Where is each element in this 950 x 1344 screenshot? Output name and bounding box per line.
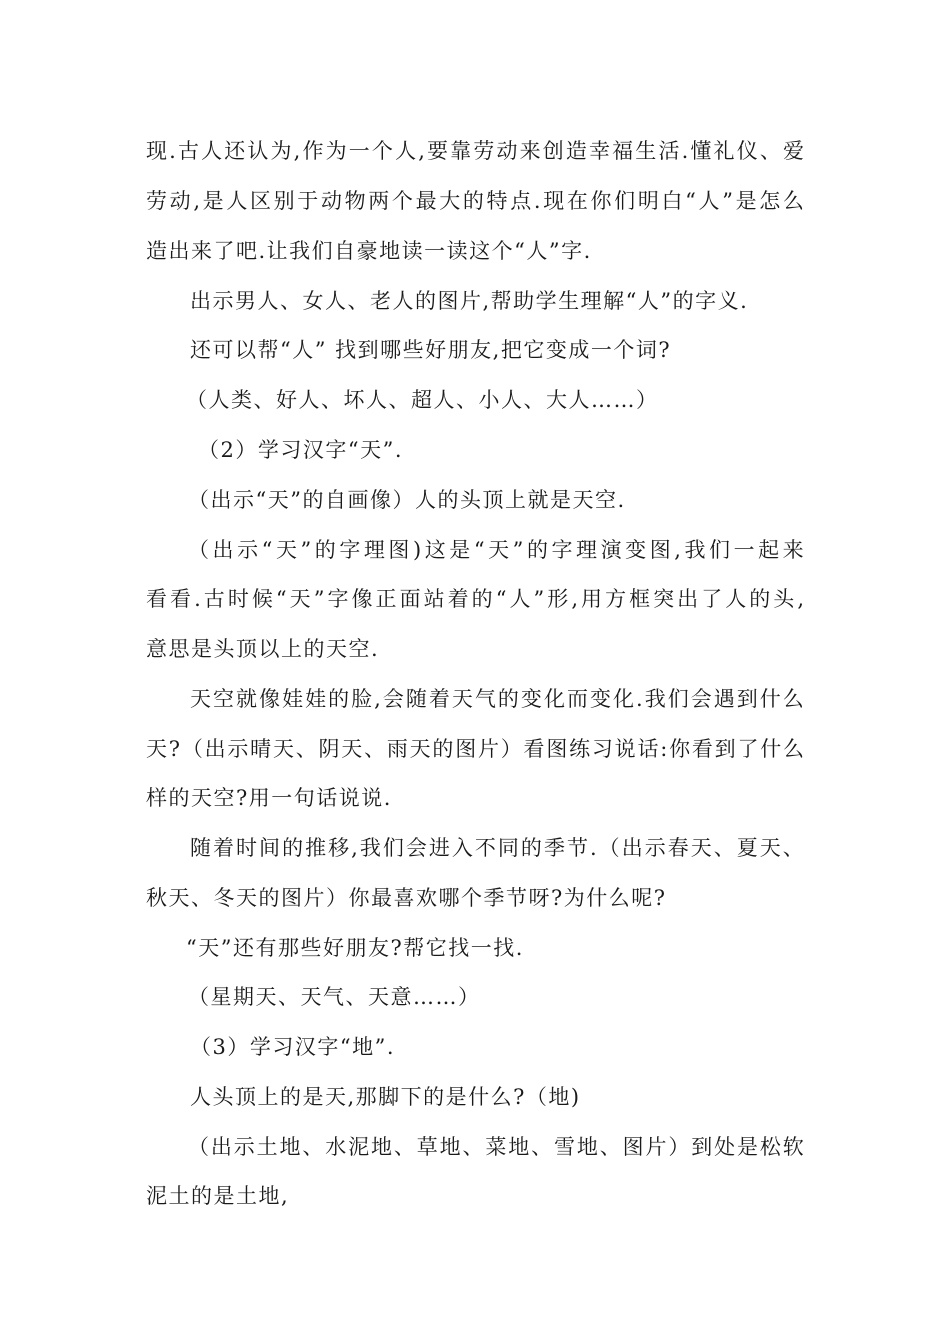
- text-char: 字: [327, 587, 349, 611]
- text-char: “: [495, 587, 507, 611]
- text-char: ,: [293, 139, 301, 163]
- text-char: 来: [519, 139, 541, 163]
- text-char: 头: [773, 587, 795, 611]
- text-char: 天: [146, 737, 167, 761]
- text-char: 最: [415, 189, 437, 213]
- text-char: 理: [363, 538, 385, 562]
- text-line: （星期天、天气、天意……）: [188, 985, 481, 1009]
- text-char: 出: [210, 1135, 232, 1159]
- text-char: 别: [273, 189, 295, 213]
- text-char: 了: [737, 737, 759, 761]
- text-char: 天: [488, 538, 510, 562]
- text-line: 还可以帮“人” 找到哪些好朋友,把它变成一个词?: [190, 338, 672, 362]
- text-char: 的: [328, 687, 350, 711]
- text-char: 特: [486, 189, 508, 213]
- text-char: 的: [520, 836, 542, 860]
- text-char: 古: [177, 139, 199, 163]
- text-char: 软: [782, 1135, 804, 1159]
- text-char: 人: [509, 587, 531, 611]
- text-char: 雨: [386, 737, 408, 761]
- text-char: 起: [758, 538, 780, 562]
- text-char: 们: [667, 687, 689, 711]
- text-char: 随: [190, 836, 211, 860]
- text-char: 的: [282, 836, 304, 860]
- text-line: 意思是头顶以上的天空.: [146, 637, 380, 661]
- text-char: 、: [364, 737, 386, 761]
- text-char: 天: [190, 687, 211, 711]
- text-char: 生: [635, 139, 657, 163]
- text-char: ”: [300, 538, 312, 562]
- text-char: （: [188, 538, 209, 562]
- text-char: 的: [526, 538, 548, 562]
- text-char: 遇: [713, 687, 735, 711]
- text-char: 活: [658, 139, 680, 163]
- text-char: 脸: [351, 687, 373, 711]
- text-char: 间: [259, 836, 281, 860]
- text-char: 、: [713, 836, 735, 860]
- text-char: “: [473, 538, 485, 562]
- text-char: ,: [571, 587, 578, 611]
- text-char: 古: [203, 587, 225, 611]
- text-char: 会: [382, 687, 404, 711]
- text-char: 会: [690, 687, 712, 711]
- text-char: 节: [566, 836, 588, 860]
- text-char: 什: [760, 737, 782, 761]
- text-char: 示: [644, 836, 666, 860]
- text-char: 你: [590, 189, 612, 213]
- text-char: 春: [667, 836, 689, 860]
- text-char: 时: [227, 587, 249, 611]
- text-char: 会: [405, 836, 427, 860]
- text-char: 练: [569, 737, 591, 761]
- section-heading: （2）学习汉字“天”.: [198, 438, 404, 462]
- text-char: 一: [348, 139, 370, 163]
- text-char: 到: [736, 687, 758, 711]
- text-char: 图: [649, 538, 671, 562]
- text-char: 在: [566, 189, 588, 213]
- text-char: 泥: [348, 1135, 370, 1159]
- text-line: 泥土的是土地,: [146, 1184, 290, 1208]
- text-char: 正: [375, 587, 397, 611]
- text-char: 着: [447, 587, 469, 611]
- text-char: 天: [409, 737, 431, 761]
- text-char: 么: [782, 189, 804, 213]
- text-char: 入: [451, 836, 473, 860]
- text-char: 晴: [250, 737, 272, 761]
- text-char: 看: [146, 587, 167, 611]
- text-char: 认: [247, 139, 269, 163]
- text-line: 样的天空?用一句话说说.: [146, 786, 392, 810]
- text-char: 雪: [554, 1135, 575, 1159]
- text-char: 候: [251, 587, 273, 611]
- text-char: .: [194, 587, 201, 611]
- text-char: 人: [725, 587, 747, 611]
- text-char: 同: [497, 836, 519, 860]
- text-char: 用: [581, 587, 603, 611]
- text-line: （出示“天”的自画像）人的头顶上就是天空.: [188, 488, 626, 512]
- text-char: 的: [462, 189, 484, 213]
- text-char: 人: [698, 189, 720, 213]
- text-char: ,: [418, 139, 425, 163]
- text-char: 、: [531, 1135, 553, 1159]
- text-char: 图: [388, 538, 410, 562]
- text-char: 造: [565, 139, 587, 163]
- text-char: 的: [497, 687, 519, 711]
- text-char: 娃: [305, 687, 327, 711]
- text-char: 天: [341, 737, 363, 761]
- text-char: 人: [226, 189, 248, 213]
- text-char: 两: [368, 189, 390, 213]
- text-line: [146, 187, 804, 215]
- text-char: 动: [169, 189, 191, 213]
- text-char: 字: [339, 538, 361, 562]
- text-char: （: [181, 737, 203, 761]
- text-char: 明: [637, 189, 659, 213]
- text-char: 演: [600, 538, 622, 562]
- text-char: 礼: [713, 139, 735, 163]
- text-char: .: [589, 836, 597, 860]
- text-char: :: [660, 737, 668, 761]
- text-char: “: [275, 587, 287, 611]
- text-char: 进: [428, 836, 450, 860]
- text-char: 气: [474, 687, 496, 711]
- text-char: 草: [416, 1135, 438, 1159]
- text-char: 字: [551, 538, 573, 562]
- text-char: 地: [371, 1135, 392, 1159]
- text-char: 人: [395, 139, 417, 163]
- text-char: 土: [256, 1135, 278, 1159]
- text-char: 天: [759, 836, 781, 860]
- text-char: 示: [237, 538, 259, 562]
- text-char: 个: [391, 189, 413, 213]
- text-char: ,: [674, 538, 681, 562]
- text-char: 福: [612, 139, 634, 163]
- text-char: 习: [591, 737, 613, 761]
- text-char: 、: [759, 139, 781, 163]
- text-char: 突: [653, 587, 675, 611]
- text-char: 是: [735, 189, 757, 213]
- text-line: 出示男人、女人、老人的图片,帮助学生理解“人”的字义.: [190, 289, 749, 313]
- text-char: 着: [213, 836, 235, 860]
- text-char: ,: [797, 587, 804, 611]
- text-char: 人: [201, 139, 223, 163]
- text-char: 地: [439, 1135, 461, 1159]
- text-char: 不: [474, 836, 496, 860]
- text-char: 你: [669, 737, 691, 761]
- text-char: 是: [737, 1135, 758, 1159]
- text-char: 出: [204, 737, 226, 761]
- text-char: 天: [272, 737, 294, 761]
- text-char: ）: [500, 737, 522, 761]
- text-char: ”: [533, 587, 545, 611]
- text-char: 的: [432, 737, 454, 761]
- text-char: 图: [455, 737, 477, 761]
- text-char: 到: [714, 737, 736, 761]
- text-char: 看: [170, 587, 192, 611]
- text-char: 劳: [473, 139, 495, 163]
- text-line: [146, 137, 804, 165]
- text-char: 推: [305, 836, 327, 860]
- text-char: 什: [759, 687, 781, 711]
- text-char: 说: [614, 737, 636, 761]
- text-char: 季: [543, 836, 565, 860]
- text-char: .: [636, 687, 643, 711]
- text-line: [190, 834, 804, 862]
- text-char: 我: [644, 687, 666, 711]
- text-char: 创: [542, 139, 564, 163]
- text-char: 天: [275, 538, 297, 562]
- text-char: 我: [684, 538, 706, 562]
- text-char: 个: [371, 139, 393, 163]
- text-char: 么: [782, 687, 804, 711]
- text-char: 移: [328, 836, 350, 860]
- text-line: [146, 585, 804, 613]
- text-char: ,: [351, 836, 358, 860]
- text-char: 劳: [146, 189, 167, 213]
- text-char: 要: [427, 139, 449, 163]
- text-char: 为: [270, 139, 292, 163]
- text-char: 现: [543, 189, 565, 213]
- text-char: 到: [691, 1135, 713, 1159]
- text-char: （: [188, 1135, 209, 1159]
- text-char: 出: [621, 836, 643, 860]
- text-char: 的: [749, 587, 771, 611]
- text-char: 方: [605, 587, 627, 611]
- text-char: 地: [508, 1135, 530, 1159]
- text-line: （人类、好人、坏人、超人、小人、大人……）: [186, 388, 659, 412]
- text-char: 着: [428, 687, 450, 711]
- text-char: 形: [547, 587, 569, 611]
- text-char: 化: [612, 687, 634, 711]
- text-char: 空: [213, 687, 235, 711]
- text-char: 为: [325, 139, 347, 163]
- text-char: ）: [668, 1135, 690, 1159]
- text-char: 天: [289, 587, 311, 611]
- text-char: 变: [589, 687, 611, 711]
- text-char: “: [261, 538, 273, 562]
- text-char: 随: [405, 687, 427, 711]
- text-char: 变: [625, 538, 647, 562]
- text-char: 是: [202, 189, 224, 213]
- text-char: 图: [546, 737, 568, 761]
- text-line: [188, 536, 804, 564]
- text-char: ): [412, 538, 422, 562]
- text-char: 们: [709, 538, 731, 562]
- text-char: 面: [399, 587, 421, 611]
- text-char: 的: [471, 587, 493, 611]
- text-char: 的: [314, 538, 336, 562]
- text-char: .: [533, 189, 541, 213]
- text-char: 图: [622, 1135, 644, 1159]
- text-char: 这: [424, 538, 446, 562]
- text-char: 么: [783, 737, 804, 761]
- text-char: 、: [393, 1135, 415, 1159]
- text-char: 片: [477, 737, 499, 761]
- text-char: 变: [520, 687, 542, 711]
- text-char: 看: [523, 737, 545, 761]
- text-char: 夏: [736, 836, 758, 860]
- text-char: 来: [782, 538, 804, 562]
- text-char: 理: [576, 538, 598, 562]
- text-char: 区: [249, 189, 271, 213]
- text-char: 们: [614, 189, 636, 213]
- text-char: 大: [439, 189, 461, 213]
- text-line: 人头顶上的是天,那脚下的是什么?（地): [190, 1085, 581, 1109]
- text-char: 了: [701, 587, 723, 611]
- text-char: 看: [691, 737, 713, 761]
- text-char: 一: [733, 538, 755, 562]
- text-char: 、: [462, 1135, 484, 1159]
- text-char: 像: [259, 687, 281, 711]
- text-char: 懂: [690, 139, 712, 163]
- text-char: 水: [325, 1135, 347, 1159]
- text-char: 阴: [318, 737, 340, 761]
- text-char: 白: [661, 189, 683, 213]
- text-char: ?: [168, 737, 181, 761]
- text-char: ”: [313, 587, 325, 611]
- text-char: 娃: [282, 687, 304, 711]
- text-char: 幸: [589, 139, 611, 163]
- text-char: 于: [297, 189, 319, 213]
- text-char: 出: [677, 587, 699, 611]
- text-char: 靠: [450, 139, 472, 163]
- text-char: “: [685, 189, 696, 213]
- text-char: 框: [629, 587, 651, 611]
- text-char: 爱: [782, 139, 804, 163]
- text-char: 地: [279, 1135, 301, 1159]
- text-char: 作: [302, 139, 324, 163]
- text-char: 地: [576, 1135, 598, 1159]
- text-char: 我: [359, 836, 381, 860]
- text-char: 物: [344, 189, 366, 213]
- text-char: ”: [512, 538, 524, 562]
- text-char: （: [598, 836, 620, 860]
- text-char: 示: [227, 737, 249, 761]
- text-char: 、: [295, 737, 317, 761]
- text-char: 示: [233, 1135, 255, 1159]
- text-char: ”: [722, 189, 733, 213]
- text-char: ,: [193, 189, 200, 213]
- text-char: 而: [566, 687, 588, 711]
- text-char: 化: [543, 687, 565, 711]
- text-char: 还: [224, 139, 246, 163]
- text-char: 处: [714, 1135, 736, 1159]
- text-char: .: [169, 139, 176, 163]
- text-char: 像: [351, 587, 373, 611]
- text-char: 点: [510, 189, 532, 213]
- text-line: [190, 685, 804, 713]
- text-char: 是: [449, 538, 471, 562]
- text-char: 现: [146, 139, 167, 163]
- text-char: 怎: [759, 189, 781, 213]
- text-char: 天: [690, 836, 712, 860]
- text-char: ,: [374, 687, 381, 711]
- text-char: 仪: [736, 139, 758, 163]
- text-char: 话: [637, 737, 659, 761]
- text-char: 松: [759, 1135, 781, 1159]
- text-char: 、: [302, 1135, 324, 1159]
- text-char: 就: [236, 687, 258, 711]
- section-heading: （3）学习汉字“地”.: [190, 1035, 396, 1059]
- text-char: 站: [423, 587, 445, 611]
- text-char: 动: [320, 189, 342, 213]
- text-line: 造出来了吧.让我们自豪地读一读这个“人”字.: [146, 239, 592, 263]
- text-line: 秋天、冬天的图片）你最喜欢哪个季节呀?为什么呢?: [146, 886, 667, 910]
- text-line: [146, 735, 804, 763]
- text-char: 动: [496, 139, 518, 163]
- text-char: 天: [451, 687, 473, 711]
- text-char: .: [681, 139, 689, 163]
- text-line: [188, 1133, 804, 1161]
- text-char: 出: [212, 538, 234, 562]
- text-char: 、: [782, 836, 804, 860]
- text-char: 们: [382, 836, 404, 860]
- text-char: 、: [599, 1135, 621, 1159]
- text-char: 时: [236, 836, 258, 860]
- text-char: 菜: [485, 1135, 507, 1159]
- text-line: “天”还有那些好朋友?帮它找一找.: [186, 936, 524, 960]
- text-char: 片: [645, 1135, 667, 1159]
